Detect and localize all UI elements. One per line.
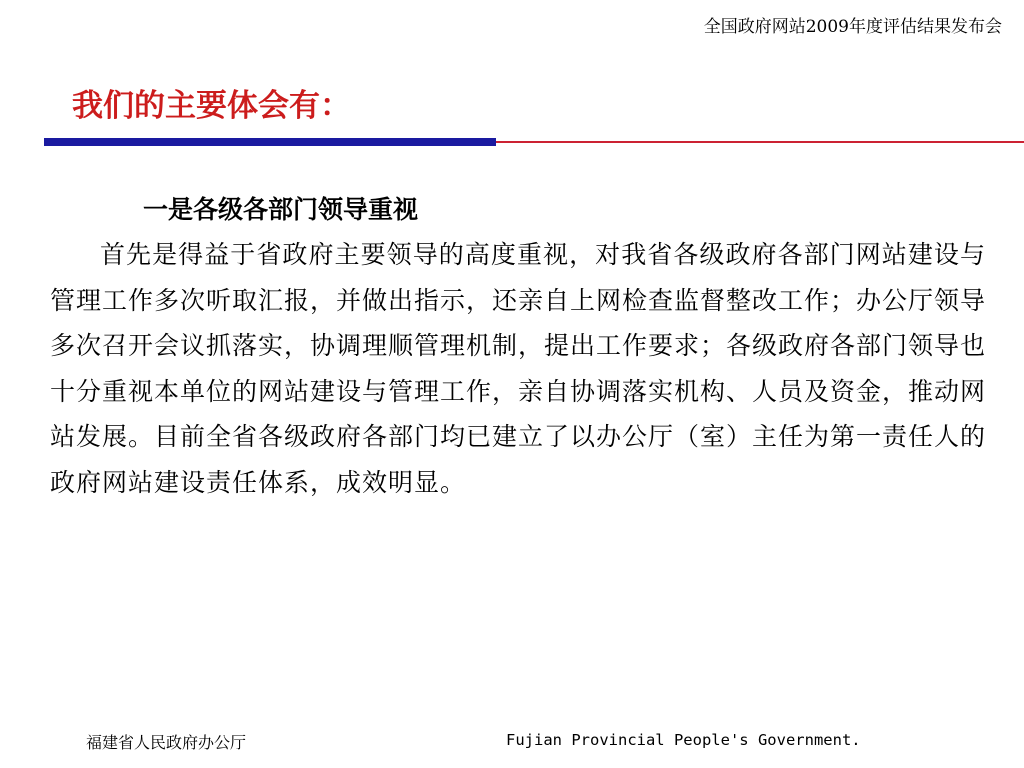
title-divider-blue — [44, 138, 496, 146]
body-paragraph: 首先是得益于省政府主要领导的高度重视，对我省各级政府各部门网站建设与管理工作多次听取汇报，并做出指示，还亲自上网检查监督整改工作；办公厅领导多次召开会议抓落实，协调理顺管理机制，提出工作要求；各级政府各部门领导也十分重视本单位的网站建设与管理工作，亲自协调落实机构、人员及资金，推动网站发展。目前全省各级政府各部门均已建立了以办公厅（室）主任为第一责任人的政府网站建设责任体系，成效明显。 — [50, 240, 987, 497]
page-title: 我们的主要体会有： — [72, 88, 351, 124]
section-heading: 一是各级各部门领导重视 — [143, 195, 419, 224]
event-title: 全国政府网站2009年度评估结果发布会 — [703, 17, 1002, 37]
title-divider-red — [496, 141, 1024, 143]
footer-org-cn: 福建省人民政府办公厅 — [86, 733, 247, 752]
footer-org-en: Fujian Provincial People's Government. — [506, 731, 861, 749]
